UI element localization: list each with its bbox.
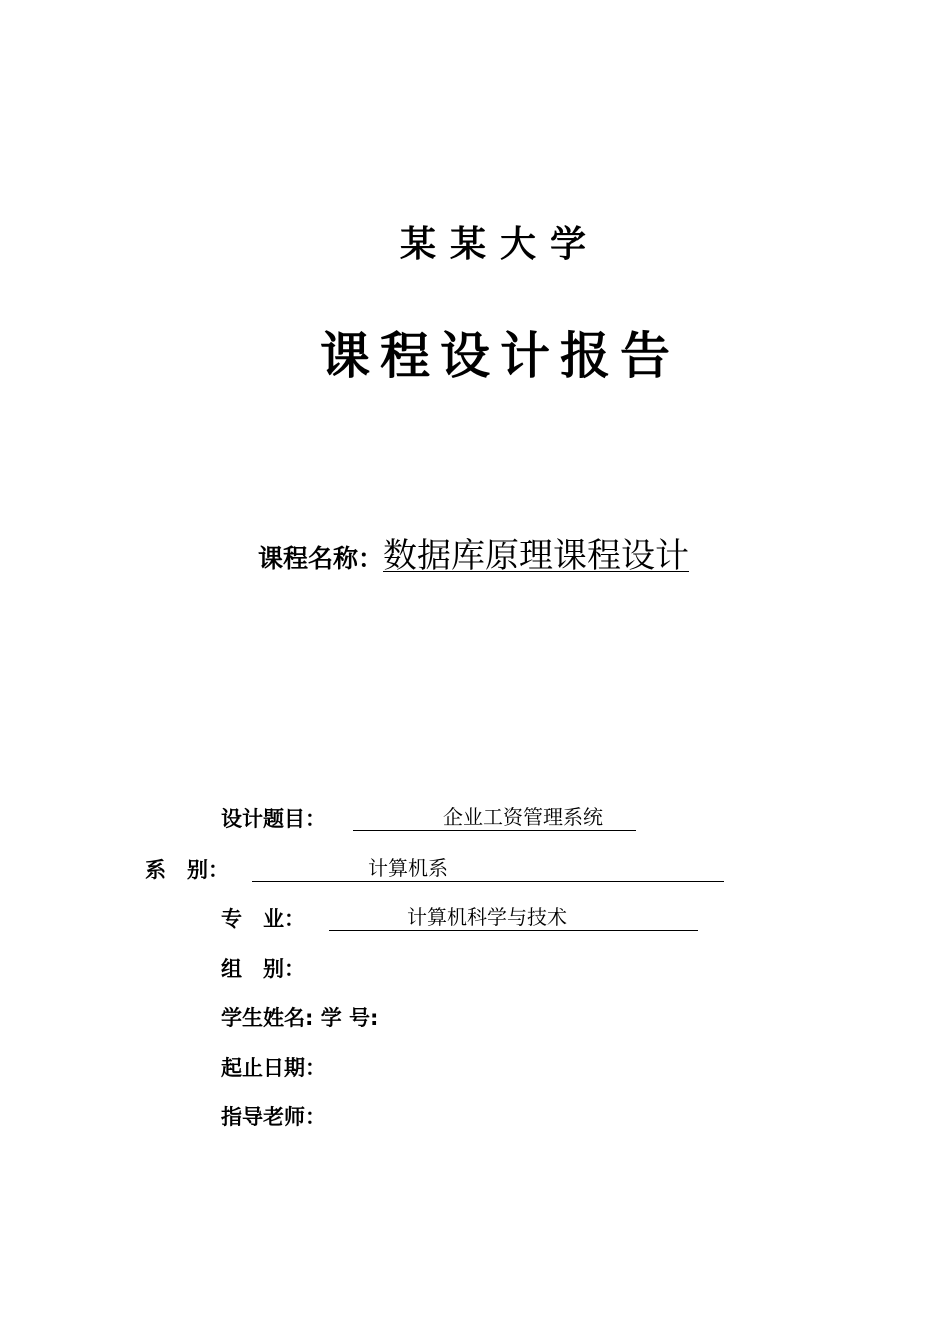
advisor-label: 指导老师：: [221, 1105, 326, 1129]
design-topic-blank: [353, 804, 636, 831]
design-topic-label: 设计题目：: [221, 807, 326, 831]
design-topic-field: [221, 804, 636, 834]
major-blank: [329, 904, 698, 931]
course-name-label: 课程名称：: [258, 544, 384, 573]
dates-label: 起止日期：: [221, 1056, 326, 1080]
department-field: [145, 855, 724, 885]
student-label: 学生姓名: 学 号:: [221, 1006, 379, 1030]
major-value: 计算机科学与技术: [407, 905, 567, 929]
department-label: 系 别：: [145, 858, 229, 882]
dates-field: [221, 1053, 326, 1083]
advisor-field: [221, 1102, 326, 1132]
university-name: 某某大学: [399, 223, 600, 265]
report-title: 课程设计报告: [320, 327, 680, 385]
design-topic-value: 企业工资管理系统: [443, 805, 603, 829]
department-blank: [252, 855, 724, 882]
course-name-line: [258, 534, 689, 584]
course-name-value: 数据库原理课程设计: [383, 536, 690, 576]
major-field: [221, 904, 698, 934]
group-label: 组 别：: [221, 957, 305, 981]
group-field: [221, 954, 305, 984]
major-label: 专 业：: [221, 907, 305, 931]
student-field: [221, 1003, 378, 1033]
department-value: 计算机系: [368, 856, 448, 880]
